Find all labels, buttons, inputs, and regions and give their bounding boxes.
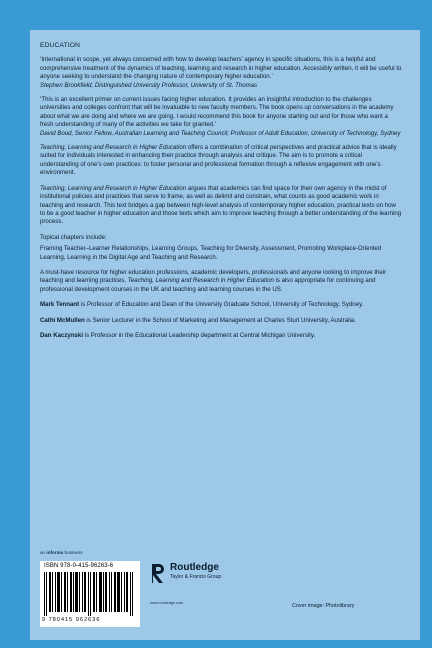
endorsement-quote [40,56,402,90]
barcode-number: 9 780415 962636 [42,617,101,623]
informa-business-mark [40,550,83,555]
book-title: Teaching, Learning and Research in Higher Education [40,184,187,192]
paragraph-text: argues that academics can find space for their own agency in the midst of institutional policies and practices that serve to frame, as well as delimit and constrain, what counts as good academic work in teaching and research. This text bridges a gap between high-level analysis of contemporary higher education, practical texts on how to be a good teacher in higher education and those texts which aim to improve teaching through a better understanding of the learning process. [40,184,402,226]
audience-paragraph [40,269,402,294]
author-bio [40,317,402,325]
book-title: Teaching, Learning and Research in Higher Education [40,144,187,152]
informa-suffix: business [63,550,83,555]
cover-image-credit: Cover image: Photolibrary [292,603,355,609]
bio-text: is Senior Lecturer in the School of Marketing and Management at Charles Sturt University, Australia. [84,316,356,324]
publisher-url: www.routledge.com [150,601,184,605]
paragraph-text: A must-have resource for higher education professions, academic developers, professionals and anyone looking to improve their teaching and learning practices, [40,268,387,285]
quote-attribution: David Boud, Senior Fellow, Australian Learning and Teaching Council; Professor of Adult Education, University of Technology, Sydney [40,129,401,137]
isbn-barcode [40,561,140,627]
publisher-subtitle: Taylor & Francis Group [170,574,222,580]
quote-text: ‘This is an excellent primer on current issues facing higher education. It provides an insightful introduction to the challenges universities and colleges confront that will be invaluable to new faculty members. The book opens up conversations in the academy about what we are doing and where we are going. I would recommend this book for anyone starting out and for those who want a fresh understanding of many of the activities we take for granted.’ [40,96,394,129]
paragraph-text: is also appropriate for continuing and professional development courses in the UK and teaching and learning courses in the US. [40,277,376,293]
publisher-name: Routledge [170,562,219,573]
routledge-logo-icon [150,562,166,584]
book-title: Teaching, Learning and Research in Higher Education [127,277,274,285]
isbn-label: ISBN 978-0-415-96263-6 [44,563,114,569]
topics-list: Framing Teacher–Learner Relationships, Learning Groups, Teaching for Diversity, Assessment, Promoting Workplace-Oriented Learning, Learning in the Digital Age and Teaching and Research. [40,245,382,261]
barcode-icon [44,572,136,616]
endorsement-quote [40,96,402,138]
informa-brand: informa [46,550,64,555]
description-paragraph [40,144,402,178]
author-bio [40,332,402,340]
cover-footer [40,550,420,630]
topics-heading: Topical chapters include: [40,233,107,241]
paragraph-text: offers a combination of critical perspectives and practical advice that is ideally suited for individuals interested in enhancing their practice through analysis and critique. The aim is to promote a critical understanding of one’s own practices: to foster personal and professional formation through a reflexive engagement with one’s environment. [40,144,397,177]
back-cover-text [40,42,402,347]
bio-text: is Professor of Education and Dean of the University Graduate School, University of Technology, Sydney. [79,301,364,309]
author-name: Cathi McMullen [40,316,85,324]
quote-attribution: Stephen Brookfield, Distinguished University Professor, University of St. Thomas [40,81,258,89]
quote-text: ‘International in scope, yet always concerned with how to develop teachers’ agency in specific situations, this is a helpful and comprehensive treatment of the dynamics of teaching, learning and research in higher education. Accessibly written, it will be useful to anyone seeking to understand the changing nature of contemporary higher education.’ [40,56,402,81]
informa-prefix: an [40,550,47,555]
author-name: Mark Tennant [40,301,80,309]
bio-text: is Professor in the Educational Leadership department at Central Michigan University. [83,331,316,339]
author-name: Dan Kaczynski [40,331,84,339]
description-paragraph [40,185,402,227]
category-label: EDUCATION [40,42,81,49]
author-bio [40,301,402,309]
